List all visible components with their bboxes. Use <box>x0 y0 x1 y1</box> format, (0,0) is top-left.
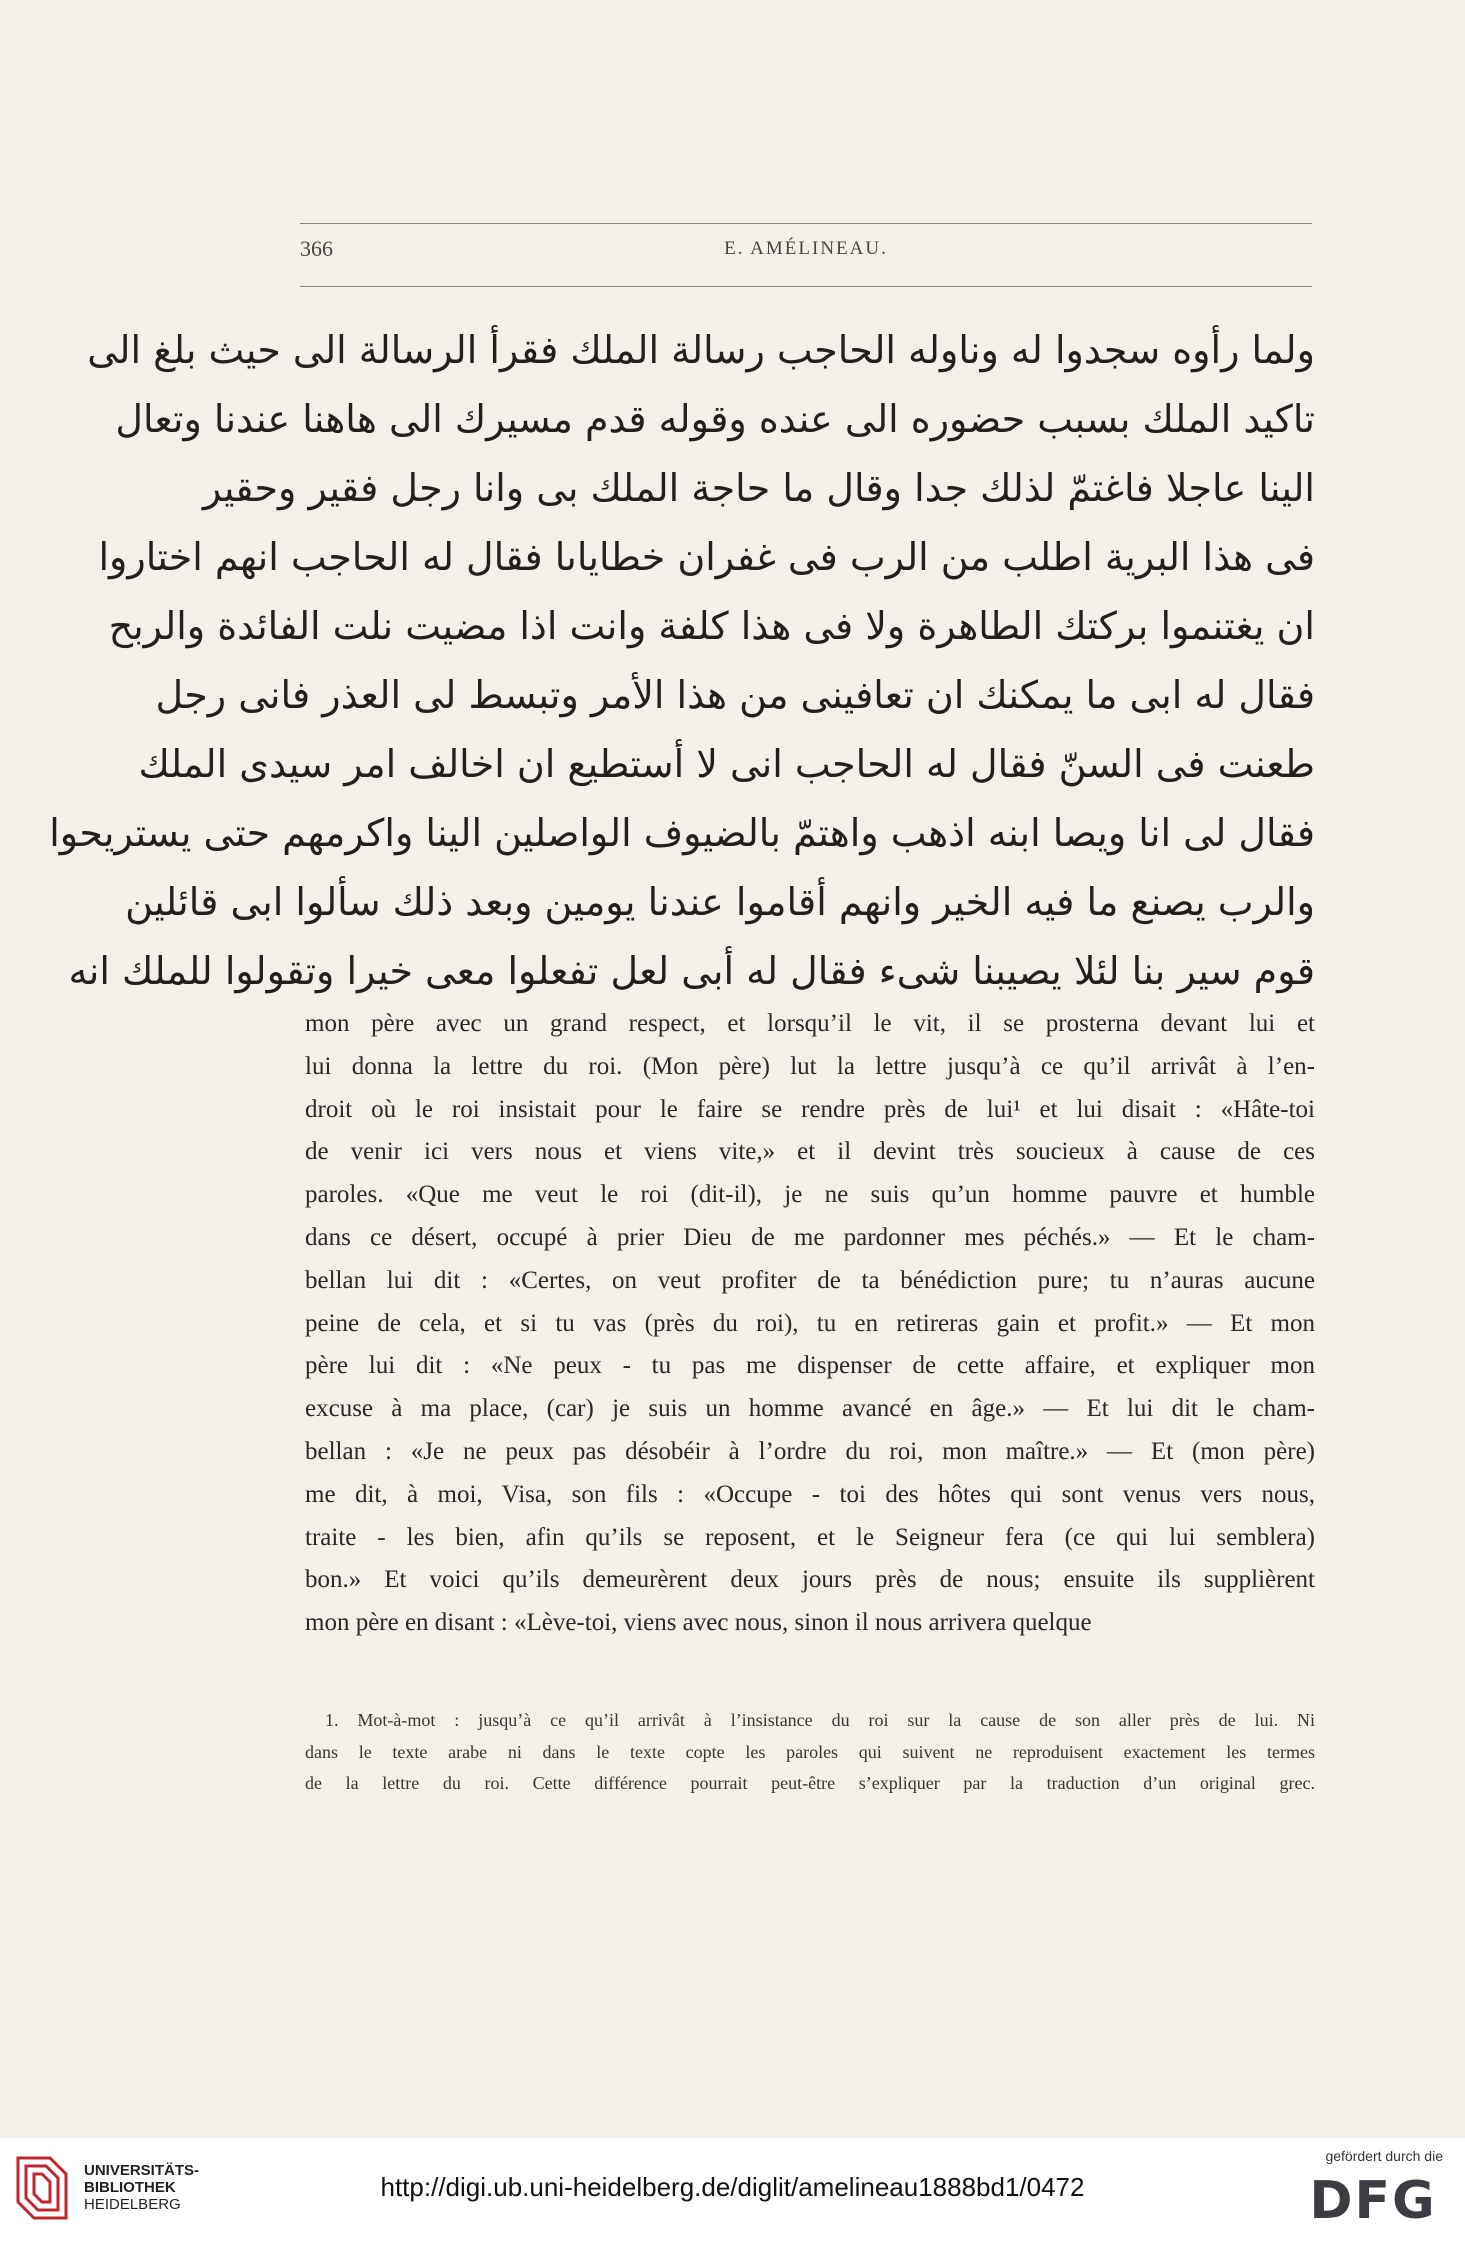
arabic-line: والرب يصنع ما فيه الخير وانهم أقاموا عندنا يومين وبعد ذلك سألوا ابى قائلين <box>125 880 1315 924</box>
page-number: 366 <box>300 236 333 261</box>
french-line: père lui dit : «Ne peux - tu pas me dispenser de cette affaire, et expliquer mon <box>305 1352 1315 1380</box>
french-line: peine de cela, et si tu vas (près du roi), tu en retireras gain et profit.» — Et mon <box>305 1309 1315 1337</box>
arabic-line: فقال لى انا ويصا ابنه اذهب واهتمّ بالضيوف الواصلين الينا واكرمهم حتى يستريحوا <box>49 811 1315 855</box>
library-line: BIBLIOTHEK <box>84 2179 176 2196</box>
french-line: excuse à ma place, (car) je suis un homme avancé en âge.» — Et lui dit le cham- <box>305 1395 1315 1423</box>
french-line: dans ce désert, occupé à prier Dieu de me pardonner mes péchés.» — Et le cham- <box>305 1223 1315 1251</box>
french-line: mon père avec un grand respect, et lorsqu’il le vit, il se prosterna devant lui et <box>305 1010 1315 1037</box>
french-translation-block <box>305 1003 1315 1645</box>
french-line: traite - les bien, afin qu’ils se reposent, et le Seigneur fera (ce qui lui semblera) <box>305 1523 1315 1551</box>
header-top-rule <box>300 223 1312 224</box>
arabic-line: تاكيد الملك بسبب حضوره الى عنده وقوله قدم مسيرك الى هاهنا عندنا وتعال <box>115 397 1315 441</box>
arabic-line: الينا عاجلا فاغتمّ لذلك جدا وقال ما حاجة الملك بى وانا رجل فقير وحقير <box>202 466 1315 510</box>
footnote-line: dans le texte arabe ni dans le texte copte les paroles qui suivent ne reproduisent exactement les termes <box>305 1741 1315 1762</box>
french-line: me dit, à moi, Visa, son fils : «Occupe - toi des hôtes qui sont venus vers nous, <box>305 1480 1315 1508</box>
digitization-footer <box>0 2138 1465 2250</box>
french-line: bellan : «Je ne peux pas désobéir à l’ordre du roi, mon maître.» — Et (mon père) <box>305 1437 1315 1465</box>
arabic-line: قوم سير بنا لئلا يصيبنا شىء فقال له أبى لعل تفعلوا معى خيرا وتقولوا للملك انه <box>68 949 1315 993</box>
footnote-block <box>305 1705 1315 1800</box>
arabic-line: فى هذا البرية اطلب من الرب فى غفران خطاياىا فقال له الحاجب انهم اختاروا <box>98 535 1315 579</box>
footnote-line: de la lettre du roi. Cette différence pourrait peut-être s’expliquer par la traduction d’un original grec. <box>305 1773 1315 1793</box>
arabic-line: ان يغتنموا بركتك الطاهرة ولا فى هذا كلفة وانت اذا مضيت نلت الفائدة والربح <box>108 604 1315 648</box>
header-bottom-rule <box>300 286 1312 287</box>
french-line: droit où le roi insistait pour le faire se rendre près de lui¹ et lui disait : «Hâte-toi <box>305 1095 1315 1123</box>
french-line: bon.» Et voici qu’ils demeurèrent deux jours près de nous; ensuite ils supplièrent <box>305 1566 1315 1594</box>
arabic-text-block <box>49 316 1315 1006</box>
footnote-line: 1. Mot-à-mot : jusqu’à ce qu’il arrivât à l’insistance du roi sur la cause de son aller près de lui. Ni <box>325 1710 1315 1730</box>
library-line: UNIVERSITÄTS- <box>84 2162 200 2179</box>
running-title: E. AMÉLINEAU. <box>724 238 888 259</box>
library-line: HEIDELBERG <box>84 2196 181 2213</box>
french-line: lui donna la lettre du roi. (Mon père) lut la lettre jusqu’à ce qu’il arrivât à l’en- <box>305 1052 1315 1080</box>
french-line: mon père en disant : «Lève-toi, viens avec nous, sinon il nous arrivera quelque <box>305 1609 1092 1637</box>
arabic-line: طعنت فى السنّ فقال له الحاجب انى لا أستطيع ان اخالف امر سيدى الملك <box>138 742 1315 786</box>
running-head <box>300 236 1312 272</box>
arabic-line: فقال له ابى ما يمكنك ان تعافينى من هذا الأمر وتبسط لى العذر فانى رجل <box>155 673 1315 717</box>
sponsor-label: gefördert durch die <box>1325 2148 1443 2164</box>
french-line: bellan lui dit : «Certes, on veut profiter de ta bénédiction pure; tu n’auras aucune <box>305 1266 1315 1294</box>
french-line: de venir ici vers nous et viens vite,» et il devint très soucieux à cause de ces <box>305 1138 1315 1166</box>
dfg-logo-text: DFG <box>1309 2171 1437 2231</box>
sponsor-area <box>1293 2148 1443 2231</box>
french-line: paroles. «Que me veut le roi (dit-il), je ne suis qu’un homme pauvre et humble <box>305 1181 1315 1209</box>
digital-object-url[interactable]: http://digi.ub.uni-heidelberg.de/diglit/amelineau1888bd1/0472 <box>380 2172 1085 2202</box>
dfg-logo-icon <box>1303 2170 1443 2231</box>
arabic-line: ولما رأوه سجدوا له وناوله الحاجب رسالة الملك فقرأ الرسالة الى حيث بلغ الى <box>87 328 1315 372</box>
